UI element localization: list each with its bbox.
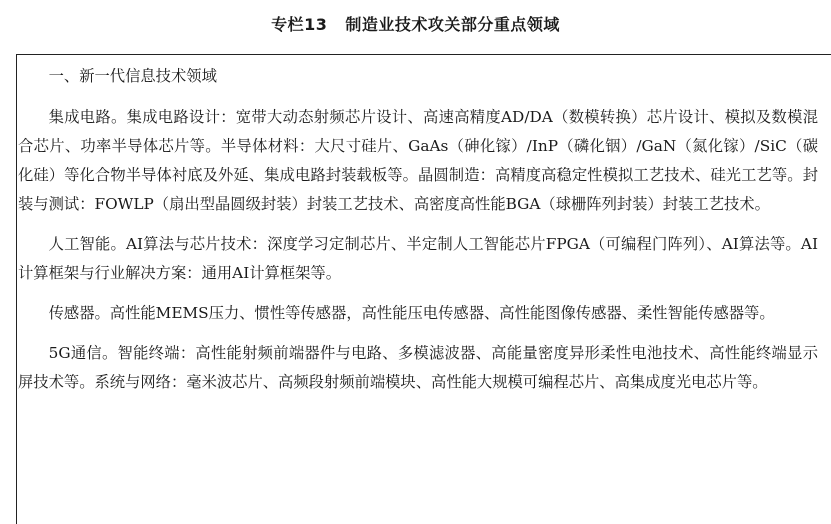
paragraph-artificial-intelligence: 人工智能。AI算法与芯片技术：深度学习定制芯片、半定制人工智能芯片FPGA（可编程门阵列）、AI算法等。AI计算框架与行业解决方案：通用AI计算框架等。 — [18, 235, 818, 282]
paragraph-5g-communication: 5G通信。智能终端：高性能射频前端器件与电路、多模滤波器、高能量密度异形柔性电池技术、高性能终端显示屏技术等。系统与网络：毫米波芯片、高频段射频前端模块、高性能大规模可编程芯片、高集成度光电芯片等。 — [18, 344, 818, 391]
section-heading: 一、新一代信息技术领域 — [48, 67, 217, 85]
box-title-label: 专栏13 — [271, 15, 328, 34]
paragraph-integrated-circuits: 集成电路。集成电路设计：宽带大动态射频芯片设计、高速高精度AD/DA（数模转换）芯片设计、模拟及数模混合芯片、功率半导体芯片等。半导体材料：大尺寸硅片、GaAs（砷化镓）/InP（磷化铟）/GaN（氮化镓）/SiC（碳化硅）等化合物半导体衬底及外延、集成电路封装载板等。晶圆制造：高精度高稳定性模拟工艺技术、硅光工艺等。封装与测试：FOWLP（扇出型晶圆级封装）封装工艺技术、高密度高性能BGA（球栅阵列封装）封装工艺技术。 — [18, 108, 818, 213]
paragraph-sensors: 传感器。高性能MEMS压力、惯性等传感器，高性能压电传感器、高性能图像传感器、柔性智能传感器等。 — [48, 304, 775, 322]
content-box — [18, 62, 818, 408]
box-title — [0, 14, 831, 36]
box-title-text: 制造业技术攻关部分重点领域 — [345, 15, 560, 34]
